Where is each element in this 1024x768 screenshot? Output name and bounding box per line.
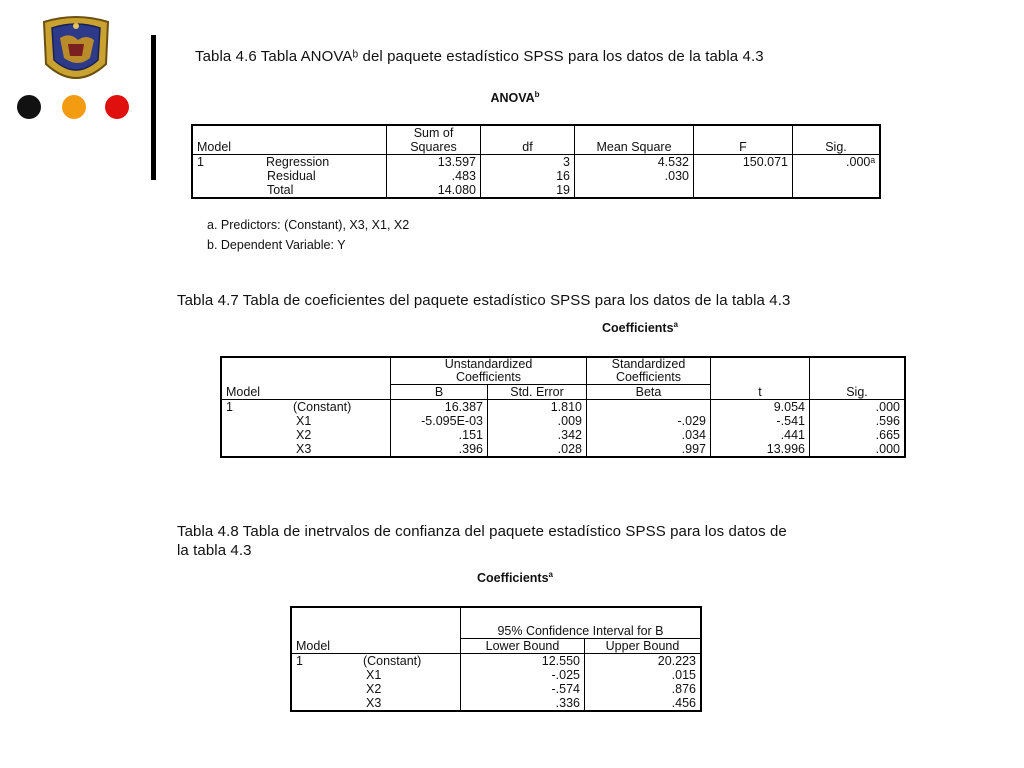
footnote-a: a. Predictors: (Constant), X3, X1, X2 [207, 218, 410, 232]
cell-se: .342 [488, 428, 587, 442]
cell-lower: -.574 [461, 682, 585, 696]
cell-upper: 20.223 [585, 654, 702, 669]
cell-se: .009 [488, 414, 587, 428]
table-row [221, 414, 905, 428]
col-header-b: B [391, 385, 488, 400]
cell-df: 19 [481, 183, 575, 198]
cell-ms: 4.532 [575, 155, 694, 170]
cell-b: 16.387 [391, 400, 488, 415]
col-header-ci: 95% Confidence Interval for B [461, 607, 702, 639]
row-label: Residual [267, 169, 316, 183]
cell-df: 3 [481, 155, 575, 170]
bullet-dot-black [17, 95, 41, 119]
table-48-title: Coefficients$^a$ [477, 570, 553, 586]
cell-b: .151 [391, 428, 488, 442]
cell-ss: .483 [387, 169, 481, 183]
cell-beta: .997 [587, 442, 711, 457]
col-header-upper-bound: Upper Bound [585, 639, 702, 654]
cell-t: 9.054 [711, 400, 810, 415]
cell-beta: -.029 [587, 414, 711, 428]
table-row [221, 428, 905, 442]
bullet-dot-orange [62, 95, 86, 119]
cell-f [694, 183, 793, 198]
row-label: Total [267, 183, 294, 197]
col-header-model: Model [197, 140, 232, 154]
cell-ss: 14.080 [387, 183, 481, 198]
cell-t: .441 [711, 428, 810, 442]
confidence-interval-table [290, 606, 702, 712]
cell-f: 150.071 [694, 155, 793, 170]
model-number: 1 [197, 155, 204, 169]
bullet-dot-red [105, 95, 129, 119]
col-header-sig: Sig. [810, 357, 906, 400]
cell-sig [793, 169, 881, 183]
cell-t: -.541 [711, 414, 810, 428]
col-header-mean-square: Mean Square [575, 125, 694, 155]
col-header-df: df [481, 125, 575, 155]
col-header-unstandardized: Unstandardized Coefficients [391, 357, 587, 385]
table-47-caption: Tabla 4.7 Tabla de coeficientes del paquete estadístico SPSS para los datos de la tabla 4.3 [177, 292, 791, 309]
vertical-divider [151, 35, 156, 180]
cell-sig [793, 183, 881, 198]
col-header-t: t [711, 357, 810, 400]
cell-t: 13.996 [711, 442, 810, 457]
row-label: (Constant) [362, 654, 422, 668]
col-header-standardized: Standardized Coefficients [587, 357, 711, 385]
cell-sig: .000 [810, 400, 906, 415]
table-46-title: ANOVA$^b$ [490, 90, 540, 106]
cell-se: .028 [488, 442, 587, 457]
model-number: 1 [296, 654, 303, 668]
col-header-lower-bound: Lower Bound [461, 639, 585, 654]
table-46-caption: Tabla 4.6 Tabla ANOVAᵇ del paquete estadístico SPSS para los datos de la tabla 4.3 [195, 48, 764, 65]
table-row [291, 654, 701, 669]
table-48-caption-line2: la tabla 4.3 [177, 542, 252, 559]
cell-lower: -.025 [461, 668, 585, 682]
cell-upper: .015 [585, 668, 702, 682]
cell-sig: .000ᵃ [793, 155, 881, 170]
table-row [291, 668, 701, 682]
row-label: (Constant) [292, 400, 352, 414]
table-row [221, 442, 905, 457]
anova-table [191, 124, 881, 199]
cell-ms [575, 183, 694, 198]
cell-b: .396 [391, 442, 488, 457]
row-label: X3 [296, 442, 312, 456]
row-label: X1 [366, 668, 382, 682]
cell-f [694, 169, 793, 183]
footnote-b: b. Dependent Variable: Y [207, 238, 346, 252]
cell-ms: .030 [575, 169, 694, 183]
cell-sig: .665 [810, 428, 906, 442]
cell-beta [587, 400, 711, 415]
col-header-sig: Sig. [793, 125, 881, 155]
cell-lower: 12.550 [461, 654, 585, 669]
table-row [221, 400, 905, 415]
cell-b: -5.095E-03 [391, 414, 488, 428]
row-label: X2 [366, 682, 382, 696]
table-row [192, 155, 880, 170]
cell-upper: .876 [585, 682, 702, 696]
cell-upper: .456 [585, 696, 702, 711]
cell-df: 16 [481, 169, 575, 183]
cell-se: 1.810 [488, 400, 587, 415]
col-header-f: F [694, 125, 793, 155]
col-header-ss-1: Sum of [387, 125, 481, 140]
cell-ss: 13.597 [387, 155, 481, 170]
table-47-title: Coefficients$^a$ [602, 320, 678, 336]
col-header-model: Model [296, 639, 331, 653]
row-label: X1 [296, 414, 312, 428]
cell-sig: .596 [810, 414, 906, 428]
col-header-beta: Beta [587, 385, 711, 400]
table-row [192, 183, 880, 198]
col-header-model: Model [226, 385, 261, 399]
table-row [291, 682, 701, 696]
row-label: X2 [296, 428, 312, 442]
table-48-caption-line1: Tabla 4.8 Tabla de inetrvalos de confianza del paquete estadístico SPSS para los datos de [177, 523, 787, 540]
col-header-ss-2: Squares [387, 140, 481, 155]
cell-lower: .336 [461, 696, 585, 711]
cell-beta: .034 [587, 428, 711, 442]
row-label: Regression [265, 155, 330, 169]
row-label: X3 [366, 696, 382, 710]
col-header-std-error: Std. Error [488, 385, 587, 400]
coefficients-table [220, 356, 906, 458]
model-number: 1 [226, 400, 233, 414]
cell-sig: .000 [810, 442, 906, 457]
table-row [291, 696, 701, 711]
university-seal-logo [38, 14, 114, 90]
table-row [192, 169, 880, 183]
